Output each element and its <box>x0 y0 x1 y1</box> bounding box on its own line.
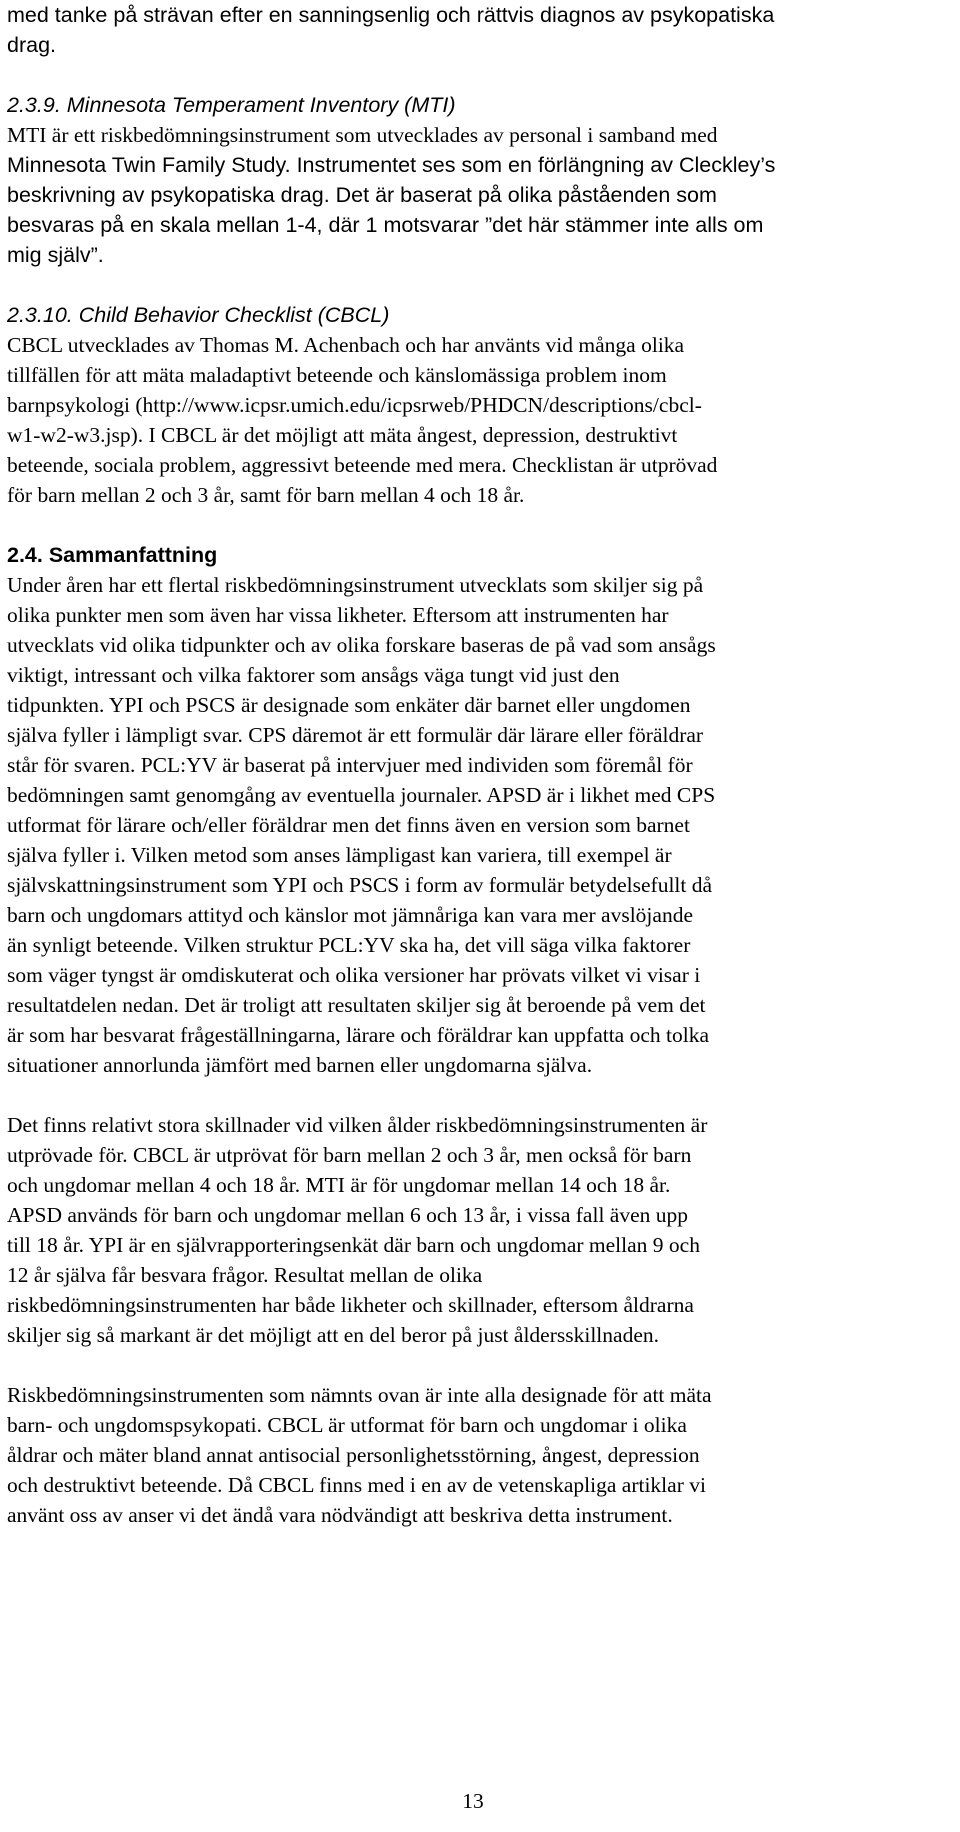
text-line: med tanke på strävan efter en sanningsenlig och rättvis diagnos av psykopatiska <box>7 3 775 27</box>
text-line: använt oss av anser vi det ändå vara nödvändigt att beskriva detta instrument. <box>7 1503 673 1527</box>
text-line: Under åren har ett flertal riskbedömningsinstrument utvecklats som skiljer sig på <box>7 573 704 597</box>
text-line: MTI är ett riskbedömningsinstrument som utvecklades av personal i samband med <box>7 123 718 147</box>
text-line: tillfällen för att mäta maladaptivt beteende och känslomässiga problem inom <box>7 363 667 387</box>
section-heading-2-3-10: 2.3.10. Child Behavior Checklist (CBCL) <box>7 303 390 327</box>
text-line: bedömningen samt genomgång av eventuella journaler. APSD är i likhet med CPS <box>7 783 716 807</box>
text-line: till 18 år. YPI är en självrapporteringsenkät där barn och ungdomar mellan 9 och <box>7 1233 700 1257</box>
text-line: självskattningsinstrument som YPI och PSCS i form av formulär betydelsefullt då <box>7 873 713 897</box>
text-line: för barn mellan 2 och 3 år, samt för barn mellan 4 och 18 år. <box>7 483 525 507</box>
text-line: beskrivning av psykopatiska drag. Det är baserat på olika påståenden som <box>7 183 717 207</box>
text-line: själva fyller i. Vilken metod som anses lämpligast kan variera, till exempel är <box>7 843 672 867</box>
section-heading-2-3-9: 2.3.9. Minnesota Temperament Inventory (MTI) <box>7 93 456 117</box>
text-line: drag. <box>7 33 57 57</box>
text-line: barnpsykologi (http://www.icpsr.umich.edu/icpsrweb/PHDCN/descriptions/cbcl- <box>7 393 702 417</box>
text-line: 12 år själva får besvara frågor. Resultat mellan de olika <box>7 1263 483 1287</box>
text-line: olika punkter men som även har vissa likheter. Eftersom att instrumenten har <box>7 603 669 627</box>
text-line: CBCL utvecklades av Thomas M. Achenbach och har använts vid många olika <box>7 333 685 357</box>
text-line: resultatdelen nedan. Det är troligt att resultaten skiljer sig åt beroende på vem det <box>7 993 706 1017</box>
text-line: beteende, sociala problem, aggressivt beteende med mera. Checklistan är utprövad <box>7 453 718 477</box>
text-line: riskbedömningsinstrumenten har både likheter och skillnader, eftersom åldrarna <box>7 1293 694 1317</box>
text-line: som väger tyngst är omdiskuterat och olika versioner har prövats vilket vi visar i <box>7 963 701 987</box>
text-line: är som har besvarat frågeställningarna, lärare och föräldrar kan uppfatta och tolka <box>7 1023 710 1047</box>
text-line: barn- och ungdomspsykopati. CBCL är utformat för barn och ungdomar i olika <box>7 1413 687 1437</box>
text-line: utformat för lärare och/eller föräldrar men det finns även en version som barnet <box>7 813 690 837</box>
section-heading-2-4: 2.4. Sammanfattning <box>7 543 218 567</box>
text-line: skiljer sig så markant är det möjligt att en del beror på just åldersskillnaden. <box>7 1323 659 1347</box>
text-line: än synligt beteende. Vilken struktur PCL:YV ska ha, det vill säga vilka faktorer <box>7 933 691 957</box>
text-line: barn och ungdomars attityd och känslor mot jämnåriga kan vara mer avslöjande <box>7 903 693 927</box>
text-line: och ungdomar mellan 4 och 18 år. MTI är för ungdomar mellan 14 och 18 år. <box>7 1173 671 1197</box>
text-line: åldrar och mäter bland annat antisocial personlighetsstörning, ångest, depression <box>7 1443 700 1467</box>
text-line: utvecklats vid olika tidpunkter och av olika forskare baseras de på vad som ansågs <box>7 633 716 657</box>
text-line: Minnesota Twin Family Study. Instrumentet ses som en förlängning av Cleckley’s <box>7 153 776 177</box>
text-line: mig själv”. <box>7 243 104 267</box>
text-line: står för svaren. PCL:YV är baserat på intervjuer med individen som föremål för <box>7 753 693 777</box>
text-line: själva fyller i lämpligt svar. CPS däremot är ett formulär där lärare eller föräldrar <box>7 723 704 747</box>
text-line: tidpunkten. YPI och PSCS är designade som enkäter där barnet eller ungdomen <box>7 693 691 717</box>
text-line: besvaras på en skala mellan 1-4, där 1 motsvarar ”det här stämmer inte alls om <box>7 213 764 237</box>
text-line: Riskbedömningsinstrumenten som nämnts ovan är inte alla designade för att mäta <box>7 1383 712 1407</box>
text-line: Det finns relativt stora skillnader vid vilken ålder riskbedömningsinstrumenten är <box>7 1113 708 1137</box>
text-line: APSD används för barn och ungdomar mellan 6 och 13 år, i vissa fall även upp <box>7 1203 689 1227</box>
text-line: situationer annorlunda jämfört med barnen eller ungdomarna själva. <box>7 1053 593 1077</box>
text-line: utprövade för. CBCL är utprövat för barn mellan 2 och 3 år, men också för barn <box>7 1143 692 1167</box>
page-number: 13 <box>462 1789 484 1813</box>
text-line: w1-w2-w3.jsp). I CBCL är det möjligt att mäta ångest, depression, destruktivt <box>7 423 678 447</box>
text-line: och destruktivt beteende. Då CBCL finns med i en av de vetenskapliga artiklar vi <box>7 1473 706 1497</box>
text-line: viktigt, intressant och vilka faktorer som ansågs väga tungt vid just den <box>7 663 620 687</box>
